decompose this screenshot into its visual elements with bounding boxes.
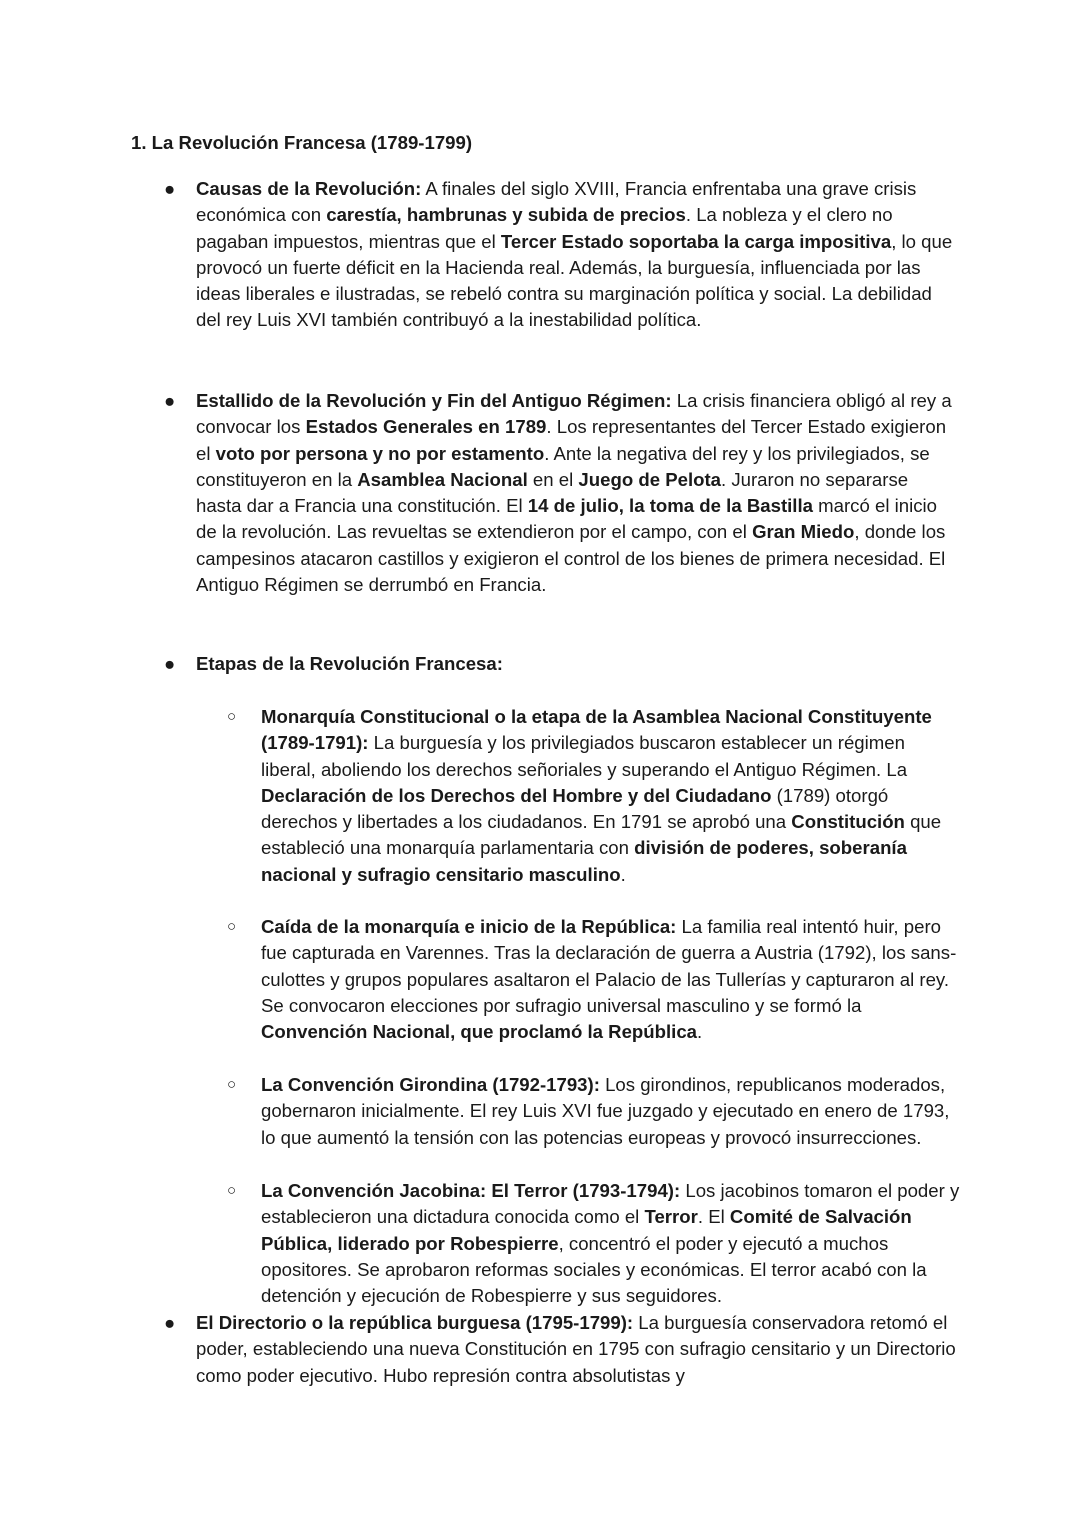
bold-text-run: Convención Nacional, que proclamó la República <box>261 1021 698 1043</box>
bullet-dot-icon: ● <box>164 390 176 411</box>
bullet-dot-icon: ● <box>164 653 176 674</box>
text-run: . <box>620 863 626 885</box>
subparagraph-jacobina <box>261 1178 961 1309</box>
bold-text-run: Juego de Pelota <box>578 468 722 490</box>
text-run: , concentró el poder y ejecutó a muchos opositores. Se aprobaron reformas sociales y económicas. El terror acabó con la detención y ejecución de Robespierre y sus seguidores. <box>261 1232 927 1307</box>
text-run: La crisis financiera obligó al rey a convocar los <box>196 390 952 438</box>
subparagraph-caida <box>261 914 961 1045</box>
text-run: . La nobleza y el clero no pagaban impuestos, mientras que el <box>196 204 893 252</box>
bullet-dot-icon: ● <box>164 178 176 199</box>
bullet-circle-icon: ○ <box>227 708 237 725</box>
section-title: 1. La Revolución Francesa (1789-1799) <box>131 132 473 153</box>
text-run: La familia real intentó huir, pero fue capturada en Varennes. Tras la declaración de guerra a Austria (1792), los sans-culottes y grupos populares asaltaron el Palacio de las Tullerías y capturaron al rey. Se convocaron elecciones por sufragio universal masculino y se formó la <box>261 916 957 1016</box>
heading-estallido: Estallido de la Revolución y Fin del Antiguo Régimen: <box>196 390 672 411</box>
heading-girondina: La Convención Girondina (1792-1793): <box>261 1074 600 1095</box>
subparagraph-monarquia <box>261 704 961 888</box>
text-run: , donde los campesinos atacaron castillos y exigieron el control de los bienes de primera necesidad. El Antiguo Régimen se derrumbó en Francia. <box>196 521 946 596</box>
heading-jacobina: La Convención Jacobina: El Terror (1793-1794): <box>261 1180 681 1201</box>
text-run: . Juraron no separarse hasta dar a Francia una constitución. El <box>196 468 909 517</box>
text-run: que estableció una monarquía parlamentaria con <box>261 811 942 859</box>
bold-text-run: carestía, hambrunas y subida de precios <box>326 204 686 226</box>
heading-monarquia: Monarquía Constitucional o la etapa de la Asamblea Nacional Constituyente (1789-1791): <box>261 706 932 754</box>
bold-text-run: voto por persona y no por estamento <box>215 442 545 464</box>
text-run: A finales del siglo XVIII, Francia enfrentaba una grave crisis económica con <box>196 178 917 226</box>
bold-text-run: Declaración de los Derechos del Hombre y del Ciudadano <box>261 784 772 806</box>
bold-text-run: Terror <box>644 1206 698 1228</box>
text-run: (1789) otorgó derechos y libertades a los ciudadanos. En 1791 se aprobó una <box>261 784 889 833</box>
subparagraph-girondina <box>261 1072 961 1151</box>
text-run: , lo que provocó un fuerte déficit en la Hacienda real. Además, la burguesía, influenciada por las ideas liberales e ilustradas, se rebeló contra su marginación política y social. La debilidad del rey Luis XVI también contribuyó a la inestabilidad política. <box>196 230 953 331</box>
heading-directorio: El Directorio o la república burguesa (1795-1799): <box>196 1312 634 1333</box>
text-run: marcó el inicio de la revolución. Las revueltas se extendieron por el campo, con el <box>196 495 937 543</box>
text-run: . Los representantes del Tercer Estado exigieron el <box>196 416 947 464</box>
text-run: La burguesía y los privilegiados buscaron establecer un régimen liberal, aboliendo los derechos señoriales y superando el Antiguo Régimen. La <box>261 732 908 780</box>
text-run: . <box>697 1021 703 1043</box>
bold-text-run: Comité de Salvación Pública, liderado por Robespierre <box>261 1206 912 1254</box>
heading-causas: Causas de la Revolución: <box>196 178 422 199</box>
bullet-circle-icon: ○ <box>227 1182 237 1199</box>
heading-etapas: Etapas de la Revolución Francesa: <box>196 653 503 674</box>
bold-text-run: 14 de julio, la toma de la Bastilla <box>527 495 813 517</box>
text-run: . El <box>697 1206 730 1228</box>
heading-caida: Caída de la monarquía e inicio de la República: <box>261 916 677 937</box>
text-run: Los girondinos, republicanos moderados, gobernaron inicialmente. El rey Luis XVI fue juzgado y ejecutado en enero de 1793, lo que aumentó la tensión con las potencias europeas y provocó insurrecciones. <box>261 1074 950 1148</box>
bold-text-run: división de poderes, soberanía nacional y sufragio censitario masculino <box>261 837 907 885</box>
paragraph-etapas <box>196 651 956 677</box>
text-run: La burguesía conservadora retomó el poder, estableciendo una nueva Constitución en 1795 con sufragio censitario y un Directorio como poder ejecutivo. Hubo represión contra absolutistas y <box>196 1312 956 1386</box>
bold-text-run: Estados Generales en 1789 <box>305 416 547 438</box>
paragraph-estallido <box>196 388 956 598</box>
bold-text-run: Constitución <box>791 811 905 833</box>
text-run: . Ante la negativa del rey y los privilegiados, se constituyeron en la <box>196 442 930 490</box>
text-run: en el <box>527 468 579 490</box>
bold-text-run: Tercer Estado soportaba la carga impositiva <box>500 230 892 252</box>
bullet-dot-icon: ● <box>164 1312 176 1333</box>
text-run: Los jacobinos tomaron el poder y establecieron una dictadura conocida como el <box>261 1180 960 1228</box>
bullet-circle-icon: ○ <box>227 1076 237 1093</box>
bold-text-run: Asamblea Nacional <box>357 468 528 490</box>
paragraph-causas <box>196 176 956 334</box>
bold-text-run: Gran Miedo <box>752 521 855 543</box>
paragraph-directorio <box>196 1310 956 1389</box>
bullet-circle-icon: ○ <box>227 918 237 935</box>
